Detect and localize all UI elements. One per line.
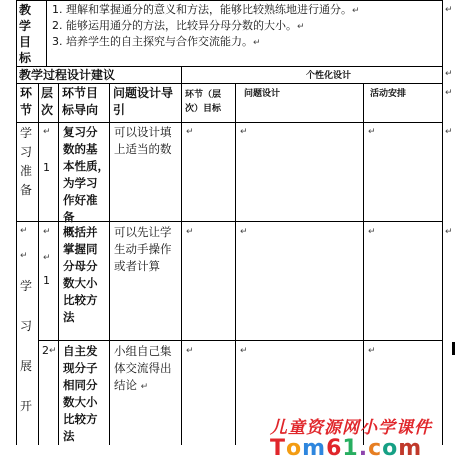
row-end-mark: ↵ [445, 69, 453, 79]
header-huanjie-char: 环 [20, 86, 33, 100]
row2-mubiao [63, 224, 109, 326]
row2-wenti-line: 生动手操作 [114, 242, 172, 256]
watermark-url-char: m [398, 436, 423, 461]
row1-huanjie [20, 124, 36, 200]
row1-mubiao-line: 本性质， [63, 159, 109, 173]
table-border-left [16, 0, 17, 445]
row1-mubiao-line: 复习分 [63, 125, 98, 139]
row2-wenti-line: 或者计算 [114, 259, 160, 273]
col-cengci-right [58, 83, 59, 445]
header-huanjie [20, 85, 32, 119]
objectives-heading-char: 目 [19, 35, 32, 49]
row2-huanjie [20, 266, 36, 426]
objectives-heading-char: 教 [19, 3, 32, 17]
row1-huanjie-char: 准 [20, 164, 33, 178]
row1-cengci: 1 [43, 161, 50, 174]
row2-huanjie-mark: ↵ [20, 226, 28, 236]
header-row-bottom-line [16, 122, 442, 123]
row3-wenti [114, 343, 182, 394]
watermark-url-char: 6 [326, 436, 343, 461]
row2-p-huanjie-mark: ↵ [186, 227, 194, 237]
row1-mubiao-line: 作好准 [63, 193, 98, 207]
row1-wenti-line: 上适当的数 [114, 142, 172, 156]
row3-wenti-line: 体交流得出 [114, 361, 172, 375]
col-huanjie-right [38, 83, 39, 445]
text-cursor [452, 342, 455, 355]
row1-mubiao-line: 数的基 [63, 142, 98, 156]
row1-huanjie-char: 习 [20, 145, 33, 159]
row2-huanjie-char: 展 [20, 359, 33, 373]
header-cengci-char: 层 [41, 86, 54, 100]
row3-mubiao-line: 比较方 [63, 412, 98, 426]
row3-wenti-line: 小组自己集 [114, 344, 172, 358]
header-mubiao [62, 85, 98, 119]
header-p-huanjie-line: 环节（层 [185, 90, 222, 100]
row2-bottom-line [38, 340, 442, 341]
watermark-url-char: o [286, 436, 303, 461]
row3-mubiao-line: 法 [63, 429, 75, 443]
row2-mubiao-line: 概括并 [63, 225, 98, 239]
col-p-wenti-right [363, 83, 364, 445]
row2-huanjie-char: 学 [20, 279, 33, 293]
row3-p-wenti-mark: ↵ [240, 346, 248, 356]
row3-cengci: 2 [42, 344, 49, 357]
row2-mubiao-line: 分母分 [63, 259, 98, 273]
row1-huanjie-char: 学 [20, 126, 33, 140]
section-title-bottom-line [16, 83, 442, 84]
row-end-mark: ↵ [445, 88, 453, 98]
row1-wenti [114, 124, 182, 158]
row1-mubiao-line: 备 [63, 210, 75, 224]
row2-mubiao-line: 比较方 [63, 293, 98, 307]
watermark-url-char: T [270, 436, 287, 461]
row3-wenti-line: 结论 ↵ [114, 378, 149, 392]
header-wenti-line: 引 [113, 103, 126, 117]
row3-mubiao-line: 相同分 [63, 378, 98, 392]
row1-huanjie-char: 备 [20, 183, 33, 197]
row3-mubiao [63, 343, 109, 445]
watermark-url-char: c [368, 436, 383, 461]
table-border-right [442, 0, 443, 445]
row1-mubiao-line: 为学习 [63, 176, 98, 190]
header-wenti [113, 85, 173, 119]
personalized-design-title: 个性化设计 [306, 71, 352, 81]
row-end-mark: ↵ [445, 127, 453, 137]
watermark-url [270, 436, 422, 461]
objectives-divider [46, 0, 47, 66]
row1-p-huodong-mark: ↵ [368, 127, 376, 137]
row2-huanjie-mark: ↵ [20, 251, 28, 261]
col-p-huanjie-right [235, 83, 236, 445]
col-mubiao-right [109, 83, 110, 445]
header-mubiao-line: 标导向 [62, 103, 99, 117]
row-end-mark: ↵ [445, 227, 453, 237]
row2-mubiao-line: 法 [63, 310, 75, 324]
row3-p-huodong-mark: ↵ [368, 346, 376, 356]
header-p-huanjie [185, 88, 221, 116]
row2-wenti [114, 224, 182, 275]
header-huanjie-char: 节 [20, 103, 33, 117]
table-border-top [16, 0, 442, 1]
watermark-site-name: 儿童资源网小学课件 [270, 418, 432, 438]
header-p-wenti: 问题设计 [244, 89, 281, 99]
row3-mubiao-line: 数大小 [63, 395, 98, 409]
header-wenti-line: 问题设计导 [113, 86, 174, 100]
row2-p-huodong-mark: ↵ [368, 227, 376, 237]
row1-cengci-mark: ↵ [43, 127, 51, 137]
row1-wenti-line: 可以设计填 [114, 125, 172, 139]
objective-item: 3. 培养学生的自主探究与合作交流能力。↵ [52, 35, 261, 48]
row1-mubiao [63, 124, 109, 226]
row2-p-wenti-mark: ↵ [240, 227, 248, 237]
objective-item: 2. 能够运用通分的方法，比较异分母分数的大小。↵ [52, 19, 305, 32]
row2-huanjie-char: 习 [20, 319, 33, 333]
header-cengci [41, 85, 53, 119]
header-cengci-char: 次 [41, 103, 54, 117]
objectives-heading [19, 2, 43, 66]
objectives-heading-char: 标 [19, 51, 32, 65]
row3-p-huanjie-mark: ↵ [186, 346, 194, 356]
row1-p-huanjie-mark: ↵ [186, 127, 194, 137]
row2-cengci-mark: ↵ [43, 253, 51, 263]
row3-cengci-mark: ↵ [49, 346, 57, 356]
row3-mubiao-line: 现分子 [63, 361, 98, 375]
row2-cengci: 1 [43, 274, 50, 287]
row2-cengci-mark: ↵ [43, 227, 51, 237]
row2-mubiao-line: 掌握同 [63, 242, 98, 256]
objective-item: 1. 理解和掌握通分的意义和方法，能够比较熟练地进行通分。↵ [52, 3, 360, 16]
watermark-url-char: 1 [342, 436, 359, 461]
watermark-url-char: m [302, 436, 327, 461]
row2-wenti-line: 可以先让学 [114, 225, 172, 239]
row3-mubiao-line: 自主发 [63, 344, 98, 358]
row1-p-wenti-mark: ↵ [240, 127, 248, 137]
section-title: 教学过程设计建议 [19, 68, 116, 82]
header-p-huanjie-line: 次）目标 [185, 104, 222, 114]
watermark-url-char: o [382, 436, 399, 461]
row2-mubiao-line: 数大小 [63, 276, 98, 290]
row-end-mark: ↵ [445, 5, 453, 15]
objectives-list [52, 2, 440, 50]
watermark-url-char: . [358, 436, 369, 461]
header-p-huodong: 活动安排 [370, 89, 407, 99]
objectives-heading-char: 学 [19, 19, 32, 33]
row2-huanjie-char: 开 [20, 399, 33, 413]
header-mubiao-line: 环节目 [62, 86, 99, 100]
